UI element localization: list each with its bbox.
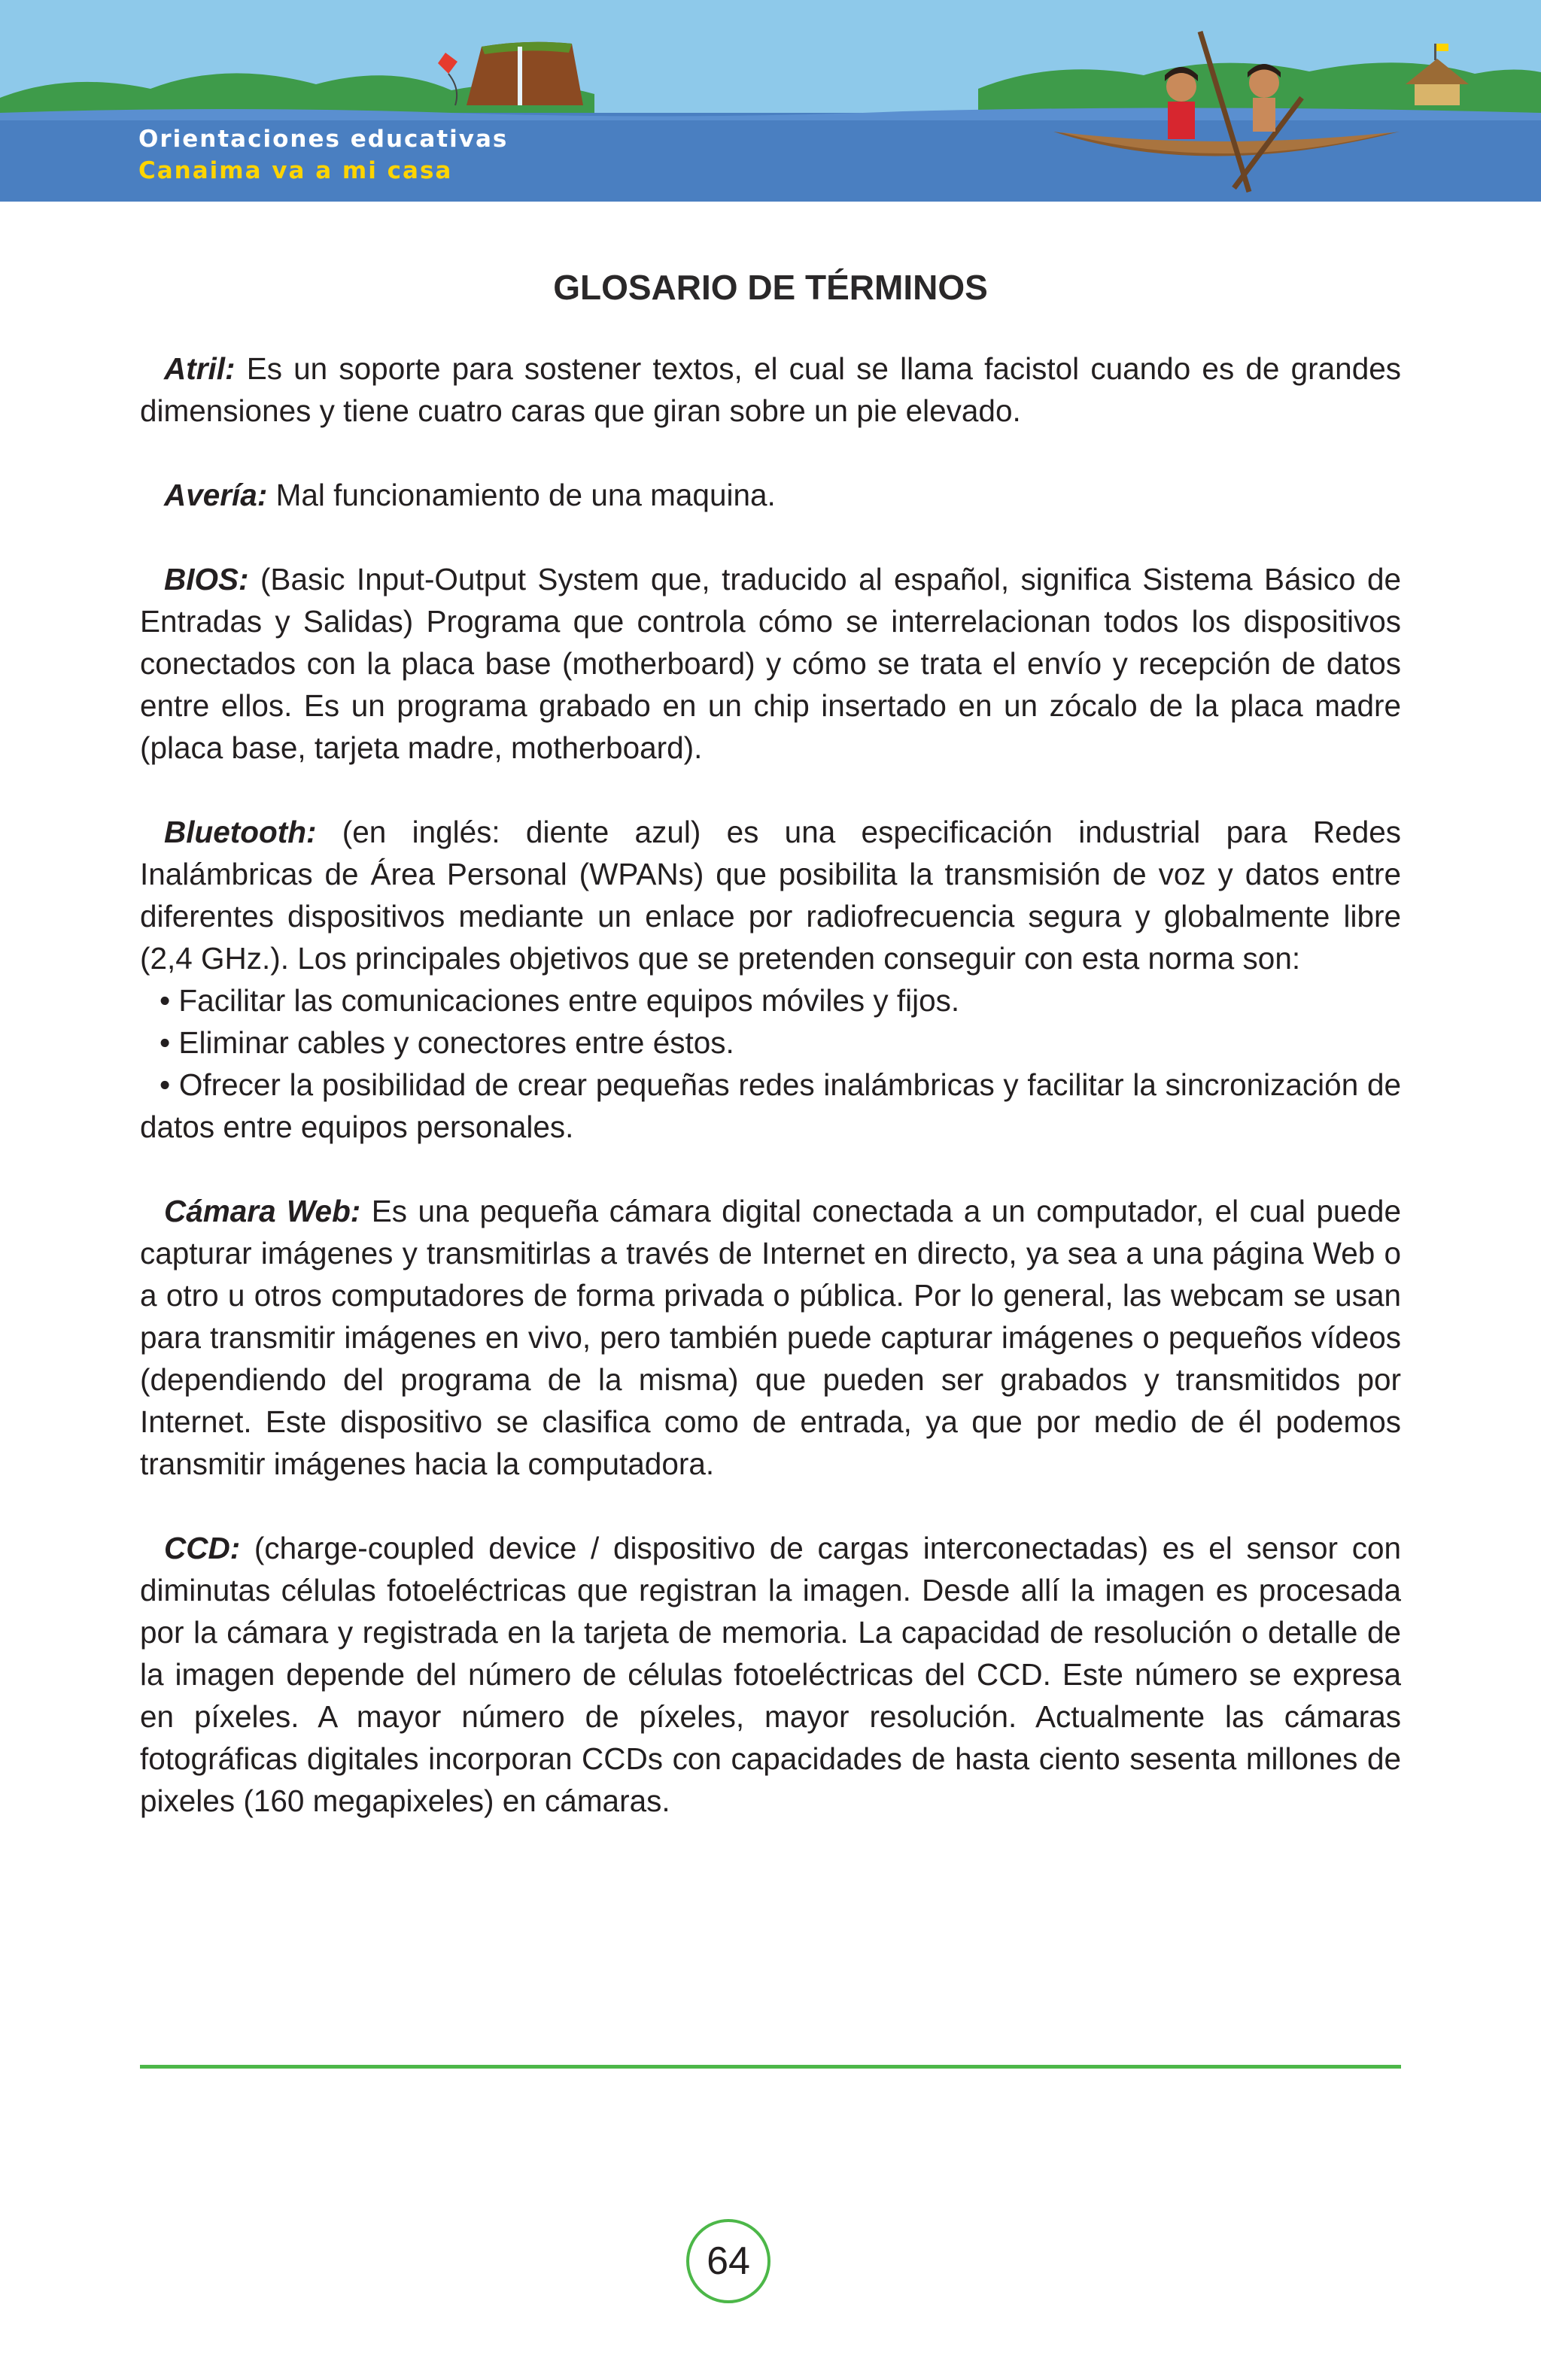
glossary-term: CCD: (164, 1531, 241, 1565)
glossary-definition: Mal funcionamiento de una maquina. (275, 478, 776, 512)
glossary-definition: (charge-coupled device / dispositivo de cargas interconectadas) es el sensor con diminutas células fotoeléctricas que registran la imagen. Desde allí la imagen es procesada por la cámara y registrada en la tarjeta de memoria. La capacidad de resolución o detalle de la imagen depende del número de células fotoeléctricas del CCD. Este número se expresa en píxeles. A mayor número de píxeles, mayor resolución. Actualmente las cámaras fotográficas digitales incorporan CCDs con capacidades de hasta ciento sesenta millones de pixeles (160 megapixeles) en cámaras. (140, 1531, 1401, 1818)
page-number: 64 (686, 2219, 770, 2303)
bullet-item: • Eliminar cables y conectores entre éstos. (160, 1025, 734, 1060)
glossary-term: Cámara Web: (164, 1194, 361, 1228)
glossary-definition: (en inglés: diente azul) es una especificación industrial para Redes Inalámbricas de Área Personal (WPANs) que posibilita la transmisión de voz y datos entre diferentes dispositivos mediante un enlace por radiofrecuencia segura y globalmente libre (2,4 GHz.). Los principales objetivos que se pretenden conseguir con esta norma son: (140, 815, 1401, 976)
header-line-1: Orientaciones educativas (138, 126, 509, 153)
glossary-list (140, 348, 1401, 1864)
glossary-entry (140, 348, 1401, 432)
glossary-entry (140, 558, 1401, 769)
header-line-2: Canaima va a mi casa (138, 157, 453, 184)
glossary-entry (140, 1527, 1401, 1822)
page-title: GLOSARIO DE TÉRMINOS (553, 268, 988, 307)
header-series-title (138, 123, 508, 187)
glossary-term: Atril: (164, 351, 236, 386)
glossary-term: BIOS: (164, 562, 249, 597)
footer-divider (140, 2065, 1401, 2069)
bullet-item: • Facilitar las comunicaciones entre equipos móviles y fijos. (160, 983, 960, 1018)
glossary-term: Avería: (164, 478, 268, 512)
glossary-entry (140, 1190, 1401, 1485)
bullet-item: • Ofrecer la posibilidad de crear pequeñas redes inalámbricas y facilitar la sincronización de datos entre equipos personales. (140, 1067, 1401, 1144)
glossary-term: Bluetooth: (164, 815, 317, 849)
glossary-definition: Es una pequeña cámara digital conectada a un computador, el cual puede capturar imágenes y transmitirlas a través de Internet en directo, ya sea a una página Web o a otro u otros computadores de forma privada o pública. Por lo general, las webcam se usan para transmitir imágenes en vivo, pero también puede capturar imágenes o pequeños vídeos (dependiendo del programa de la misma) que pueden ser grabados y transmitidos por Internet. Este dispositivo se clasifica como de entrada, ya que por medio de él podemos transmitir imágenes hacia la computadora. (140, 1194, 1401, 1481)
glossary-definition: Es un soporte para sostener textos, el cual se llama facistol cuando es de grandes dimensiones y tiene cuatro caras que giran sobre un pie elevado. (140, 351, 1401, 428)
glossary-entry (140, 474, 1401, 516)
glossary-entry (140, 811, 1401, 979)
glossary-definition: (Basic Input-Output System que, traducido al español, significa Sistema Básico de Entradas y Salidas) Programa que controla cómo se interrelacionan todos los dispositivos conectados con la placa base (motherboard) y cómo se trata el envío y recepción de datos entre ellos. Es un programa grabado en un chip insertado en un zócalo de la placa madre (placa base, tarjeta madre, motherboard). (140, 562, 1401, 765)
